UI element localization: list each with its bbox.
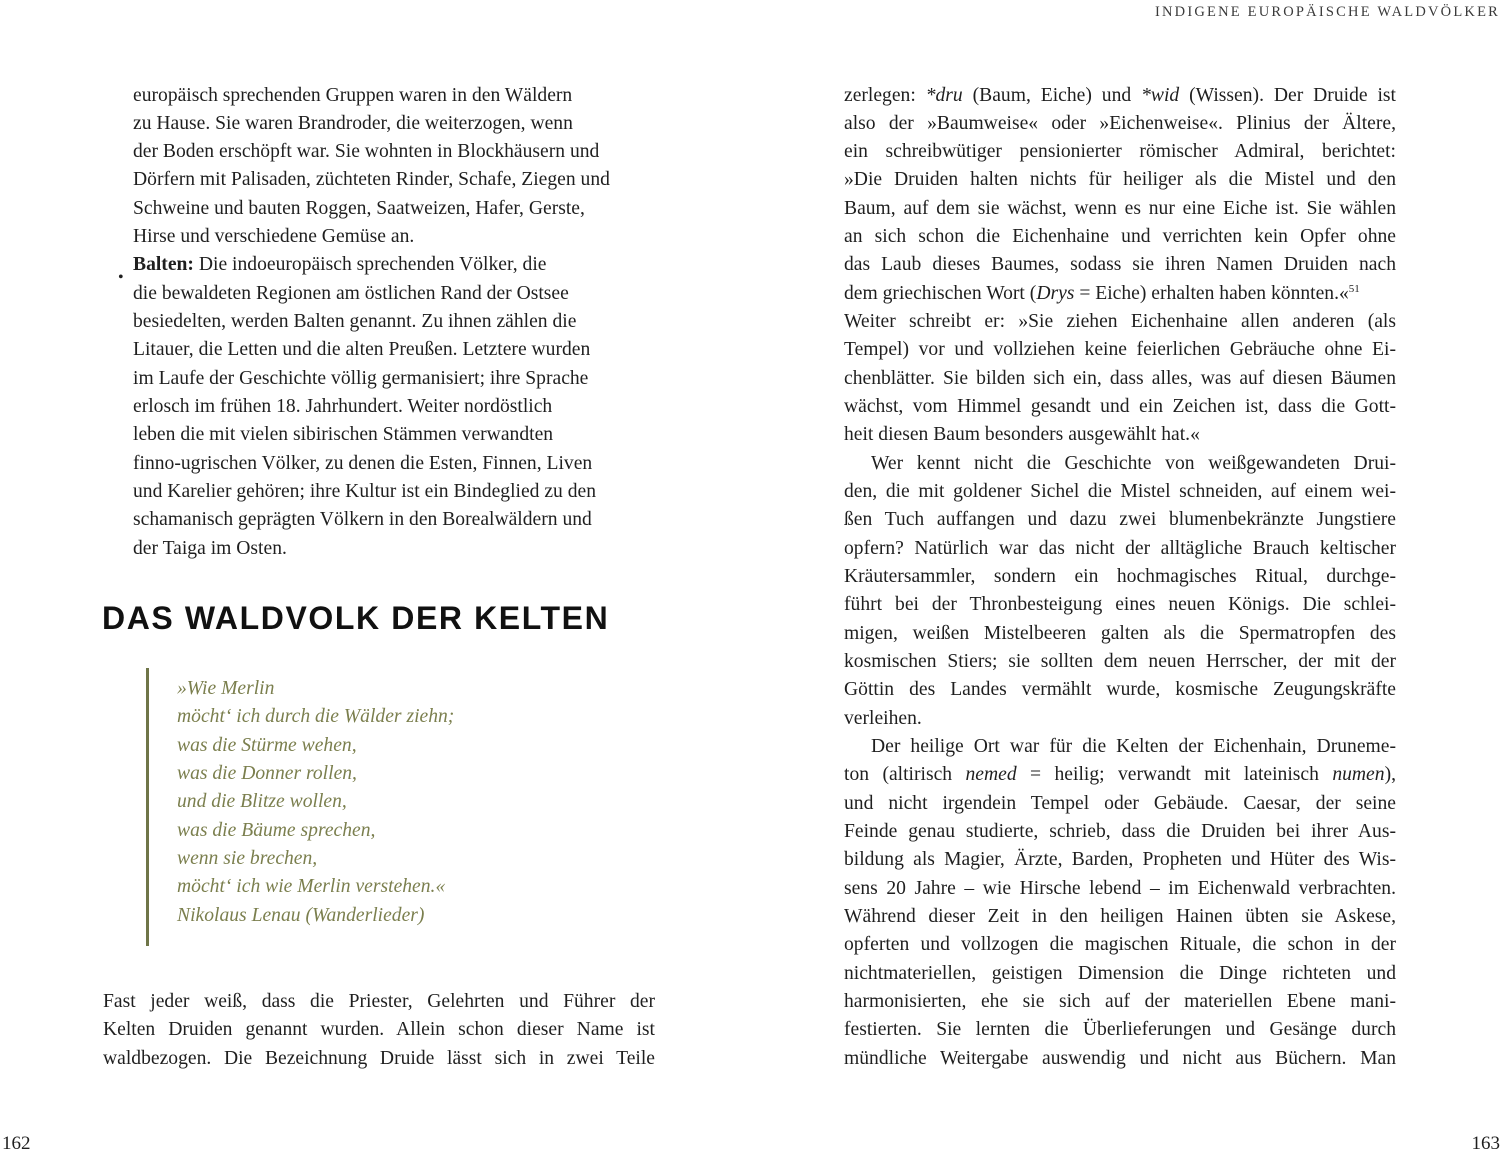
text-line: ein schreibwütiger pensionierter römischer Admiral, berichtet:	[844, 141, 1396, 162]
text-line: Feinde genau studierte, schrieb, dass die Druiden bei ihrer Aus-	[844, 821, 1396, 842]
text-line: chenblätter. Sie bilden sich ein, dass alles, was auf diesen Bäumen	[844, 368, 1396, 389]
quote-line: was die Stürme wehen,	[177, 735, 357, 756]
text-line: im Laufe der Geschichte völlig germanisiert; ihre Sprache	[133, 368, 589, 389]
text-line: Kelten Druiden genannt wurden. Allein schon dieser Name ist	[103, 1019, 655, 1040]
text-line: Kräutersammler, sondern ein hochmagisches Ritual, durchge-	[844, 566, 1396, 587]
running-head: INDIGENE EUROPÄISCHE WALDVÖLKER	[1154, 4, 1500, 20]
text-line: Wer kennt nicht die Geschichte von weißgewandeten Drui-	[871, 453, 1396, 474]
footnote-marker: 51	[1348, 283, 1360, 295]
text-line: besiedelten, werden Balten genannt. Zu ihnen zählen die	[133, 311, 577, 332]
text-line: zu Hause. Sie waren Brandroder, die weiterzogen, wenn	[133, 113, 573, 134]
text-line: wächst, vom Himmel gesandt und ein Zeichen ist, dass die Gott-	[844, 396, 1396, 417]
text-line: Der heilige Ort war für die Kelten der Eichenhain, Druneme-	[871, 736, 1396, 757]
text-line: und nicht irgendein Tempel oder Gebäude. Caesar, der seine	[844, 793, 1396, 814]
quote-rule	[146, 668, 149, 946]
text-line: Dörfern mit Palisaden, züchteten Rinder, Schafe, Ziegen und	[133, 169, 610, 190]
text-line: Weiter schreibt er: »Sie ziehen Eichenhaine allen anderen (als	[844, 311, 1396, 332]
text-line: europäisch sprechenden Gruppen waren in den Wäldern	[133, 85, 573, 106]
text-line: an sich schon die Eichenhaine und verrichten kein Opfer ohne	[844, 226, 1396, 247]
text-line: ßen Tuch auffangen und dazu zwei blumenbekränzte Jungstiere	[844, 509, 1396, 530]
text-line: Fast jeder weiß, dass die Priester, Gelehrten und Führer der	[103, 991, 655, 1012]
text-line: ton (altirisch nemed = heilig; verwandt mit lateinisch numen),	[844, 764, 1396, 785]
text-line: waldbezogen. Die Bezeichnung Druide lässt sich in zwei Teile	[103, 1048, 655, 1069]
text-line: Litauer, die Letten und die alten Preußen. Letztere wurden	[133, 339, 591, 360]
bullet-marker: •	[118, 269, 124, 286]
text-line: leben die mit vielen sibirischen Stämmen verwandten	[133, 424, 554, 445]
page-number-right: 163	[1471, 1133, 1500, 1154]
text-line: finno-ugrischen Völker, zu denen die Esten, Finnen, Liven	[133, 453, 593, 474]
text-line: migen, weißen Mistelbeeren galten als die Spermatropfen des	[844, 623, 1396, 644]
quote-line: was die Bäume sprechen,	[177, 820, 376, 841]
quote-line: »Wie Merlin	[177, 678, 275, 699]
text-line: »Die Druiden halten nichts für heiliger als die Mistel und den	[844, 169, 1396, 190]
text-line: Tempel) vor und vollziehen keine feierlichen Gebräuche ohne Ei-	[844, 339, 1396, 360]
text-line: und Karelier gehören; ihre Kultur ist ein Bindeglied zu den	[133, 481, 597, 502]
text-line: Göttin des Landes vermählt wurde, kosmische Zeugungskräfte	[844, 679, 1396, 700]
text-line: dem griechischen Wort (Drys = Eiche) erhalten haben könnten.«$^{51}$	[844, 283, 1360, 304]
text-line: opfern? Natürlich war das nicht der alltägliche Brauch keltischer	[844, 538, 1396, 559]
quote-line: wenn sie brechen,	[177, 848, 318, 869]
text-line: führt bei der Thronbesteigung eines neuen Königs. Die schlei-	[844, 594, 1396, 615]
text-line: harmonisierten, ehe sie sich auf der materiellen Ebene mani-	[844, 991, 1396, 1012]
text-line: das Laub dieses Baumes, sodass sie ihren Namen Druiden nach	[844, 254, 1396, 275]
text-line: kosmischen Stiers; sie sollten dem neuen Herrscher, der mit der	[844, 651, 1396, 672]
text-line: Während dieser Zeit in den heiligen Hainen übten sie Askese,	[844, 906, 1396, 927]
bullet-text: Die indoeuropäisch sprechenden Völker, die	[193, 254, 547, 275]
text-line: den, die mit goldener Sichel die Mistel schneiden, auf einem wei-	[844, 481, 1396, 502]
page-number-left: 162	[2, 1133, 31, 1154]
bullet-term: Balten:	[133, 254, 194, 275]
text-line: nichtmateriellen, geistigen Dimension die Dinge richteten und	[844, 963, 1396, 984]
text-line: Schweine und bauten Roggen, Saatweizen, Hafer, Gerste,	[133, 198, 585, 219]
text-line: also der »Baumweise« oder »Eichenweise«. Plinius der Ältere,	[844, 113, 1396, 134]
text-line: mündliche Weitergabe auswendig und nicht aus Büchern. Man	[844, 1048, 1396, 1069]
text-line: festierten. Sie lernten die Überlieferungen und Gesänge durch	[844, 1019, 1396, 1040]
text-line: erlosch im frühen 18. Jahrhundert. Weiter nordöstlich	[133, 396, 553, 417]
text-line: verleihen.	[844, 708, 922, 729]
text-line: bildung als Magier, Ärzte, Barden, Propheten und Hüter des Wis-	[844, 849, 1396, 870]
text-line: Hirse und verschiedene Gemüse an.	[133, 226, 415, 247]
text-line: schamanisch geprägten Völkern in den Borealwäldern und	[133, 509, 592, 530]
quote-line: möcht‘ ich durch die Wälder ziehn;	[177, 706, 455, 727]
quote-line: was die Donner rollen,	[177, 763, 357, 784]
text-line: Baum, auf dem sie wächst, wenn es nur eine Eiche ist. Sie wählen	[844, 198, 1396, 219]
text-line: der Boden erschöpft war. Sie wohnten in Blockhäusern und	[133, 141, 600, 162]
bullet-first-line	[133, 251, 546, 279]
section-heading: DAS WALDVOLK DER KELTEN	[102, 600, 610, 636]
text-line: die bewaldeten Regionen am östlichen Rand der Ostsee	[133, 283, 569, 304]
text-line: der Taiga im Osten.	[133, 538, 287, 559]
text-line: zerlegen: *dru (Baum, Eiche) und *wid (Wissen). Der Druide ist	[844, 85, 1396, 106]
quote-line: und die Blitze wollen,	[177, 791, 347, 812]
text-line: sens 20 Jahre – wie Hirsche lebend – im Eichenwald verbrachten.	[844, 878, 1396, 899]
text-line: opferten und vollzogen die magischen Rituale, die schon in der	[844, 934, 1396, 955]
text-line: heit diesen Baum besonders ausgewählt hat.«	[844, 424, 1200, 445]
quote-attribution: Nikolaus Lenau (Wanderlieder)	[177, 905, 425, 926]
quote-line: möcht‘ ich wie Merlin verstehen.«	[177, 876, 446, 897]
